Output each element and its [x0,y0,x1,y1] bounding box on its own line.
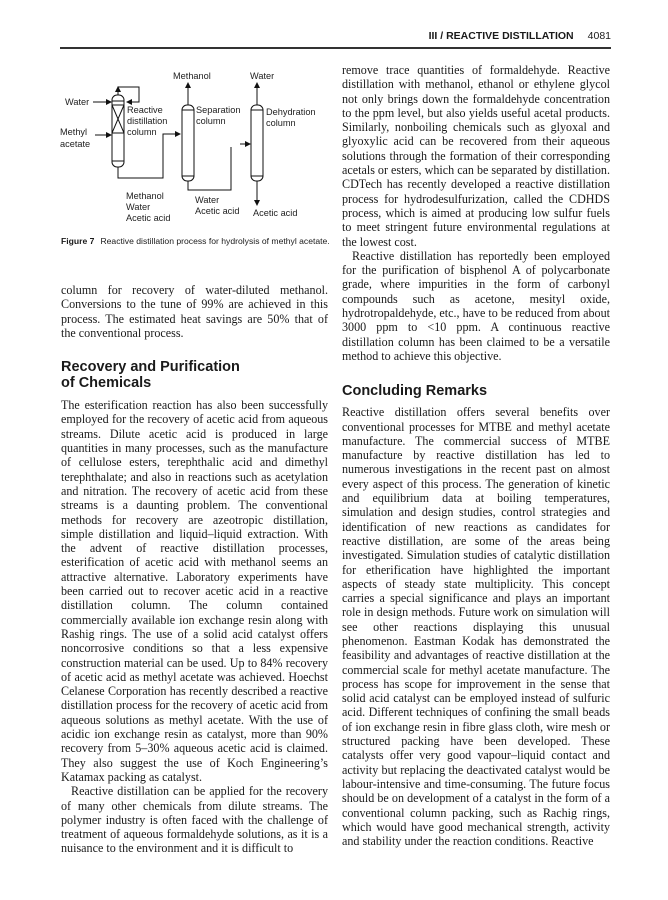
right-paragraph-1: Reactive distillation has reportedly been employed for the purification of bisphenol A of polycarbonate grade, where impurities in the form of carbonyl compounds such as acetone, mesityl oxide, hydrotropaldehyde, etc., have to be reduced from about 3000 ppm to <10 ppm. A continuous reactive distillation column has been claimed to be a versatile method to achieve this objective. [342,248,610,363]
running-header [60,30,611,44]
left-column [61,283,328,856]
left-paragraph-1: The esterification reaction has also been successfully employed for the recovery of acetic acid from aqueous streams. Dilute acetic acid is produced in large quantities in many processes, such as the manufacture of cellulose esters, terephthalic acid and dimethyl terephthalate; and also in reactions such as acetylation and nitration. The recovery of acetic acid from these streams is a daunting problem. The conventional methods for recovery are azeotropic distillation, simple distillation and liquid–liquid extraction. With the advent of reactive distillation processes, esterification of acetic acid with methanol seems an attractive alternative. Laboratory experiments have been carried out to recover acetic acid in a reactive distillation column. The column contained commercially available ion exchange resin along with Rashig rings. The use of a solid acid catalyst offers noncorrosive conditions so that a less expensive construction material can be used. Up to 84% recovery of acetic acid as methyl acetate was achieved. Hoechst Celanese Corporation has recently described a reactive distillation process for the recovery of acetic acid from aqueous solutions as methyl acetate. With the use of acidic ion exchange resin as catalyst, more than 90% recovery from 5–30% aqueous acetic acid is claimed. They also suggest the use of Koch Engineering’s Katamax packing as catalyst. [61,398,328,784]
bottoms-line-1 [118,134,180,178]
label-bottom1-2: Water [126,202,151,212]
right-paragraph-2: Reactive distillation offers several benefits over conventional processes for MTBE and methyl acetate manufacture. The commercial success of MTBE manufacture by reactive distillation has led to numerous investigations in the recent past on almost every aspect of this process. The generation of kinetic and equilibrium data at boiling temperatures, simulation and design studies, control strategies and identification of new reactions as candidates for reactive distillation, are some of the areas being investigated. Simulation studies of catalytic distillation for etherification have highlighted the important aspects of steady state multiplicity. This concept carries a special significance and plays an important role in design methods. Future work on simulation will see other reactions displaying this unusual phenomenon. Eastman Kodak has demonstrated the feasibility and advantages of reactive distillation at the commercial scale for methyl acetate manufacture. The process has scope for improvement in the sense that solid acid catalyst can be employed instead of sulfuric acid. Different techniques of confining the small beads of ion exchange resin in fibre glass cloth, wire mesh or structured packing have been developed. These catalysts offer very good vapour–liquid contact and activity but replacing the deactivated catalyst would be labour-intensive and time-consuming. The future focus should be on development of a catalyst in the form of a conventional column packing, such as Rachig rings, which would have good mechanical strength, activity and stability under the reaction conditions. Reactive [342,405,610,849]
label-sep-1: Separation [196,105,241,115]
label-dehy-1: Dehydration [266,107,316,117]
label-bottom1-3: Acetic acid [126,213,171,223]
label-bottom1-1: Methanol [126,191,164,201]
header-rule [60,47,611,49]
label-acetate: acetate [60,139,91,149]
figure-caption [61,236,333,247]
label-bottom2-2: Acetic acid [195,206,240,216]
label-dehy-2: column [266,118,296,128]
label-rd-2: distillation [127,116,168,126]
process-diagram-svg [57,65,337,230]
figure-caption-text: Reactive distillation process for hydrolysis of methyl acetate. [100,236,330,246]
dehydration-column [251,105,263,181]
reactive-column [112,95,124,167]
section-heading-recovery [61,359,328,391]
process-diagram [57,65,337,230]
label-methyl: Methyl [60,127,88,137]
section-title: III / REACTIVE DISTILLATION [428,30,574,42]
label-methanol-top: Methanol [173,71,211,81]
label-rd-1: Reactive [127,105,163,115]
label-sep-2: column [196,116,226,126]
left-paragraph-2: Reactive distillation can be applied for the recovery of many other chemicals from dilute streams. The polymer industry is often faced with the challenge of treatment of aqueous formaldehyde solutions, as it is a nuisance to the environment and it is difficult to [61,784,328,856]
section-heading-concluding: Concluding Remarks [342,383,488,400]
separation-column [182,105,194,181]
label-water-top: Water [250,71,275,81]
figure-label: Figure 7 [61,236,95,246]
right-column [342,63,610,848]
heading-line-2: of Chemicals [61,375,152,392]
left-paragraph-continued: column for recovery of water-diluted methanol. Conversions to the tune of 99% are achieved in this process. The estimated heat savings are 50% that of the conventional process. [61,283,328,340]
page-number: 4081 [587,30,611,42]
label-bottom2-1: Water [195,195,220,205]
label-rd-3: column [127,127,157,137]
label-bottom3: Acetic acid [253,208,298,218]
right-paragraph-continued: remove trace quantities of formaldehyde. Reactive distillation with methanol, ethanol or ethylene glycol not only brings down the formaldehyde concentration to the ppm level, but also yields useful acetal products. Similarly, nonboiling chemicals such as glyoxal and glyoxylic acid can be recovered from their aqueous solutions through the formation of their corresponding acetals or esters, which can be separated by distillation. CDTech has recently developed a reactive distillation process for hydrodesulfurization, called the CDHDS process, which is aimed at producing low sulfur fuels to meet stringent future environmental regulations at the lowest cost. [342,63,610,249]
label-water-feed: Water [65,97,90,107]
heading-line-1: Recovery and Purification [61,359,240,376]
